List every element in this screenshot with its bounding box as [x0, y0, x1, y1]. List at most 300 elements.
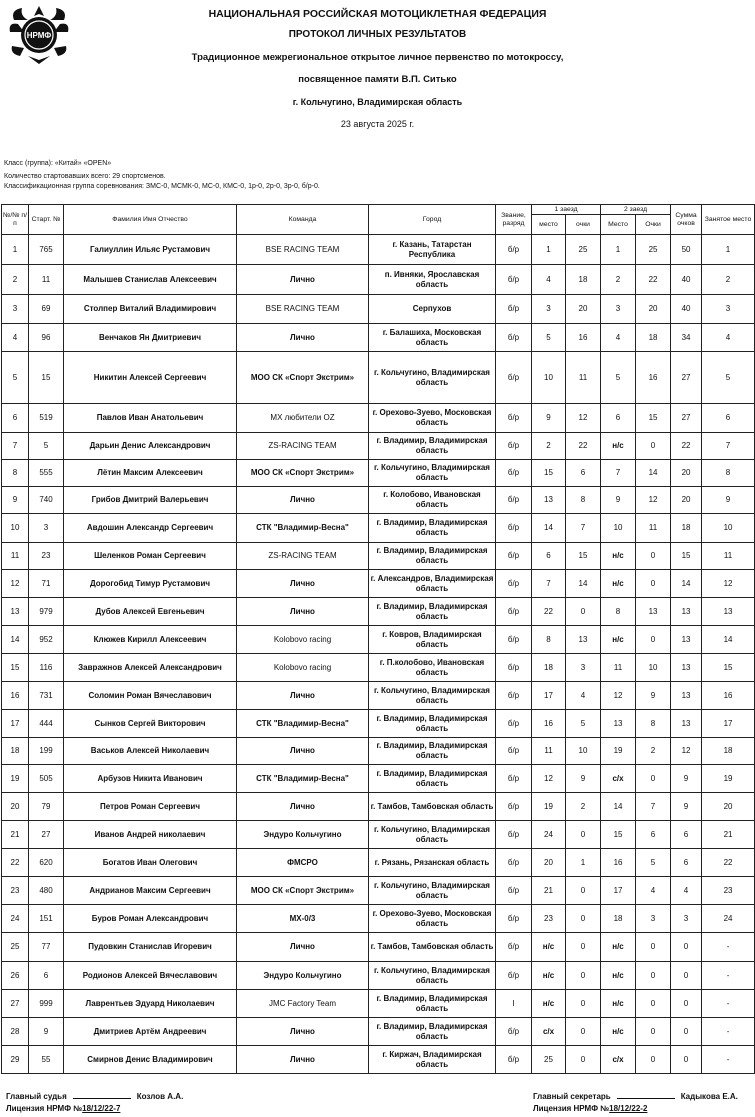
race1-place: 5 — [532, 324, 566, 352]
rider-name: Дмитриев Артём Андреевич — [64, 1018, 237, 1046]
final-place: 11 — [702, 543, 755, 570]
race2-place: 11 — [601, 654, 636, 682]
result-row — [2, 543, 755, 570]
start-number: 999 — [29, 990, 64, 1018]
rider-rank: б/р — [496, 738, 532, 765]
race2-points: 20 — [636, 295, 671, 324]
race2-points: 11 — [636, 514, 671, 543]
rider-city: г. Владимир, Владимирская область — [369, 1018, 496, 1046]
race1-place: 3 — [532, 295, 566, 324]
race2-place: н/с — [601, 990, 636, 1018]
start-number: 79 — [29, 793, 64, 821]
rider-name: Богатов Иван Олегович — [64, 849, 237, 877]
points-sum: 13 — [671, 710, 702, 738]
row-number: 2 — [2, 265, 29, 295]
row-number: 28 — [2, 1018, 29, 1046]
race2-points: 0 — [636, 990, 671, 1018]
rider-name: Завражнов Алексей Александрович — [64, 654, 237, 682]
race1-points: 0 — [566, 962, 601, 990]
points-sum: 20 — [671, 487, 702, 514]
rider-rank: б/р — [496, 570, 532, 598]
rider-rank: б/р — [496, 626, 532, 654]
header-race1-place: место — [532, 215, 566, 235]
team-name: Лично — [237, 793, 369, 821]
result-row — [2, 324, 755, 352]
rider-city: г. Кольчугино, Владимирская область — [369, 821, 496, 849]
race1-place: 6 — [532, 543, 566, 570]
secretary-license-label: Лицензия НРМФ № — [533, 1104, 610, 1113]
race2-place: н/с — [601, 626, 636, 654]
race2-place: 2 — [601, 265, 636, 295]
rider-city: г. Александров, Владимирская область — [369, 570, 496, 598]
team-name: Лично — [237, 598, 369, 626]
class-line: Класс (группа): «Китай» «OPEN» — [4, 160, 112, 167]
race2-place: 14 — [601, 793, 636, 821]
rider-name: Соломин Роман Вячеславович — [64, 682, 237, 710]
rider-name: Дарьин Денис Александрович — [64, 433, 237, 460]
secretary-name: Кадыкова Е.А. — [680, 1092, 738, 1101]
race2-place: 9 — [601, 487, 636, 514]
result-row — [2, 460, 755, 487]
header-race2-place: Место — [601, 215, 636, 235]
rider-city: г. Колобово, Ивановская область — [369, 487, 496, 514]
protocol-title: ПРОТОКОЛ ЛИЧНЫХ РЕЗУЛЬТАТОВ — [288, 29, 467, 40]
team-name: Эндуро Кольчугино — [237, 962, 369, 990]
rider-name: Малышев Станислав Алексеевич — [64, 265, 237, 295]
result-row — [2, 352, 755, 404]
race2-points: 0 — [636, 933, 671, 962]
row-number: 24 — [2, 905, 29, 933]
race1-points: 5 — [566, 710, 601, 738]
rider-rank: б/р — [496, 433, 532, 460]
row-number: 14 — [2, 626, 29, 654]
header-race2-points: Очки — [636, 215, 671, 235]
race2-points: 2 — [636, 738, 671, 765]
race1-place: 16 — [532, 710, 566, 738]
points-sum: 3 — [671, 905, 702, 933]
points-sum: 14 — [671, 570, 702, 598]
rider-city: г. Ковров, Владимирская область — [369, 626, 496, 654]
race2-place: с/х — [601, 765, 636, 793]
rider-rank: б/р — [496, 295, 532, 324]
race2-points: 3 — [636, 905, 671, 933]
points-sum: 4 — [671, 877, 702, 905]
header-city: Город — [369, 205, 496, 235]
rider-rank: б/р — [496, 905, 532, 933]
header-team: Команда — [237, 205, 369, 235]
judge-name: Козлов А.А. — [136, 1092, 184, 1101]
race2-points: 14 — [636, 460, 671, 487]
race1-points: 15 — [566, 543, 601, 570]
rider-rank: б/р — [496, 793, 532, 821]
rider-rank: I — [496, 990, 532, 1018]
row-number: 6 — [2, 404, 29, 433]
start-number: 6 — [29, 962, 64, 990]
row-number: 13 — [2, 598, 29, 626]
row-number: 10 — [2, 514, 29, 543]
rider-city: г. Кольчугино, Владимирская область — [369, 352, 496, 404]
race1-place: 4 — [532, 265, 566, 295]
race2-place: н/с — [601, 1018, 636, 1046]
start-number: 116 — [29, 654, 64, 682]
points-sum: 13 — [671, 654, 702, 682]
race1-points: 14 — [566, 570, 601, 598]
rider-name: Лаврентьев Эдуард Николаевич — [64, 990, 237, 1018]
start-number: 9 — [29, 1018, 64, 1046]
team-name: МОО СК «Спорт Экстрим» — [237, 352, 369, 404]
race2-points: 22 — [636, 265, 671, 295]
header-rank: Звание, разряд — [496, 205, 532, 235]
row-number: 9 — [2, 487, 29, 514]
start-number: 77 — [29, 933, 64, 962]
race2-points: 12 — [636, 487, 671, 514]
secretary-signature-line — [617, 1098, 675, 1099]
race1-points: 0 — [566, 598, 601, 626]
row-number: 25 — [2, 933, 29, 962]
rider-city: г. Киржач, Владимирская область — [369, 1046, 496, 1074]
team-name: Лично — [237, 933, 369, 962]
start-number: 69 — [29, 295, 64, 324]
race1-points: 7 — [566, 514, 601, 543]
points-sum: 0 — [671, 962, 702, 990]
rider-city: Серпухов — [369, 295, 496, 324]
rider-name: Лётин Максим Алексеевич — [64, 460, 237, 487]
points-sum: 6 — [671, 849, 702, 877]
race2-place: 13 — [601, 710, 636, 738]
rider-rank: б/р — [496, 1018, 532, 1046]
start-number: 5 — [29, 433, 64, 460]
race1-points: 0 — [566, 1046, 601, 1074]
final-place: 7 — [702, 433, 755, 460]
row-number: 1 — [2, 235, 29, 265]
rider-rank: б/р — [496, 265, 532, 295]
race2-place: 6 — [601, 404, 636, 433]
race1-place: 10 — [532, 352, 566, 404]
team-name: МОО СК «Спорт Экстрим» — [237, 877, 369, 905]
rider-name: Васьков Алексей Николаевич — [64, 738, 237, 765]
start-number: 11 — [29, 265, 64, 295]
rider-rank: б/р — [496, 460, 532, 487]
rider-city: г. Владимир, Владимирская область — [369, 738, 496, 765]
race2-place: н/с — [601, 570, 636, 598]
rider-name: Андрианов Максим Сергеевич — [64, 877, 237, 905]
final-place: 4 — [702, 324, 755, 352]
race1-points: 11 — [566, 352, 601, 404]
rider-city: г. П.колобово, Ивановская область — [369, 654, 496, 682]
rider-rank: б/р — [496, 962, 532, 990]
final-place: - — [702, 990, 755, 1018]
rider-name: Буров Роман Александрович — [64, 905, 237, 933]
points-sum: 40 — [671, 295, 702, 324]
start-number: 55 — [29, 1046, 64, 1074]
team-name: ФМСРО — [237, 849, 369, 877]
rider-rank: б/р — [496, 877, 532, 905]
rider-name: Грибов Дмитрий Валерьевич — [64, 487, 237, 514]
race2-points: 7 — [636, 793, 671, 821]
rider-rank: б/р — [496, 654, 532, 682]
event-title-line1: Традиционное межрегиональное открытое личное первенство по мотокроссу, — [191, 52, 564, 63]
rider-name: Смирнов Денис Владимирович — [64, 1046, 237, 1074]
row-number: 16 — [2, 682, 29, 710]
points-sum: 0 — [671, 1046, 702, 1074]
race2-place: н/с — [601, 543, 636, 570]
race1-points: 16 — [566, 324, 601, 352]
final-place: 13 — [702, 598, 755, 626]
team-name: Лично — [237, 487, 369, 514]
event-date: 23 августа 2025 г. — [340, 119, 415, 129]
race2-place: 10 — [601, 514, 636, 543]
start-number: 731 — [29, 682, 64, 710]
rider-name: Сынков Сергей Викторович — [64, 710, 237, 738]
race1-place: н/с — [532, 933, 566, 962]
team-name: СТК "Владимир-Весна" — [237, 514, 369, 543]
team-name: СТК "Владимир-Весна" — [237, 765, 369, 793]
race2-place: 7 — [601, 460, 636, 487]
rider-rank: б/р — [496, 514, 532, 543]
final-place: 9 — [702, 487, 755, 514]
team-name: МОО СК «Спорт Экстрим» — [237, 460, 369, 487]
race2-points: 6 — [636, 821, 671, 849]
row-number: 18 — [2, 738, 29, 765]
team-name: ZS-RACING TEAM — [237, 433, 369, 460]
race1-points: 2 — [566, 793, 601, 821]
points-sum: 6 — [671, 821, 702, 849]
rider-rank: б/р — [496, 404, 532, 433]
rider-rank: б/р — [496, 543, 532, 570]
team-name: Лично — [237, 1018, 369, 1046]
final-place: - — [702, 1046, 755, 1074]
result-row — [2, 765, 755, 793]
final-place: 12 — [702, 570, 755, 598]
race2-points: 16 — [636, 352, 671, 404]
final-place: - — [702, 1018, 755, 1046]
start-number: 96 — [29, 324, 64, 352]
rider-rank: б/р — [496, 1046, 532, 1074]
team-name: Лично — [237, 265, 369, 295]
team-name: СТК "Владимир-Весна" — [237, 710, 369, 738]
race1-points: 3 — [566, 654, 601, 682]
race2-points: 0 — [636, 543, 671, 570]
race2-place: 4 — [601, 324, 636, 352]
result-row — [2, 1046, 755, 1074]
race1-place: 9 — [532, 404, 566, 433]
result-row — [2, 877, 755, 905]
race1-points: 0 — [566, 877, 601, 905]
race2-place: 5 — [601, 352, 636, 404]
rider-name: Павлов Иван Анатольевич — [64, 404, 237, 433]
judge-license-label: Лицензия НРМФ № — [6, 1104, 83, 1113]
row-number: 15 — [2, 654, 29, 682]
rider-name: Дорогобид Тимур Рустамович — [64, 570, 237, 598]
rider-city: г. Рязань, Рязанская область — [369, 849, 496, 877]
race2-points: 15 — [636, 404, 671, 433]
start-number: 952 — [29, 626, 64, 654]
rider-name: Иванов Андрей николаевич — [64, 821, 237, 849]
race1-place: 15 — [532, 460, 566, 487]
race2-points: 13 — [636, 598, 671, 626]
result-row — [2, 404, 755, 433]
race2-points: 0 — [636, 1046, 671, 1074]
team-name: BSE RACING TEAM — [237, 235, 369, 265]
result-row — [2, 682, 755, 710]
rider-name: Никитин Алексей Сергеевич — [64, 352, 237, 404]
result-row — [2, 821, 755, 849]
logo-lettering: НРМФ — [26, 31, 52, 40]
race2-points: 0 — [636, 962, 671, 990]
race2-place: 12 — [601, 682, 636, 710]
rider-city: г. Кольчугино, Владимирская область — [369, 877, 496, 905]
final-place: 1 — [702, 235, 755, 265]
team-name: BSE RACING TEAM — [237, 295, 369, 324]
result-row — [2, 295, 755, 324]
rider-city: г. Владимир, Владимирская область — [369, 598, 496, 626]
race2-place: 15 — [601, 821, 636, 849]
race2-points: 0 — [636, 1018, 671, 1046]
result-row — [2, 1018, 755, 1046]
race2-place: 3 — [601, 295, 636, 324]
team-name: Kolobovo racing — [237, 626, 369, 654]
start-number: 23 — [29, 543, 64, 570]
final-place: 20 — [702, 793, 755, 821]
result-row — [2, 265, 755, 295]
row-number: 3 — [2, 295, 29, 324]
race2-place: н/с — [601, 433, 636, 460]
start-number: 555 — [29, 460, 64, 487]
final-place: - — [702, 962, 755, 990]
start-number: 505 — [29, 765, 64, 793]
race1-place: с/х — [532, 1018, 566, 1046]
row-number: 23 — [2, 877, 29, 905]
race2-points: 0 — [636, 433, 671, 460]
race1-points: 0 — [566, 1018, 601, 1046]
rider-name: Дубов Алексей Евгеньевич — [64, 598, 237, 626]
race2-points: 10 — [636, 654, 671, 682]
race1-points: 25 — [566, 235, 601, 265]
race2-points: 4 — [636, 877, 671, 905]
result-row — [2, 433, 755, 460]
race1-points: 13 — [566, 626, 601, 654]
header-no: №/№ п/п — [2, 205, 29, 235]
final-place: 23 — [702, 877, 755, 905]
start-number: 27 — [29, 821, 64, 849]
race1-place: 23 — [532, 905, 566, 933]
points-sum: 40 — [671, 265, 702, 295]
race1-place: 22 — [532, 598, 566, 626]
race1-place: н/с — [532, 990, 566, 1018]
rider-city: г. Владимир, Владимирская область — [369, 710, 496, 738]
header-race2: 2 заезд — [601, 205, 671, 215]
result-row — [2, 235, 755, 265]
final-place: 6 — [702, 404, 755, 433]
rider-rank: б/р — [496, 821, 532, 849]
rider-rank: б/р — [496, 682, 532, 710]
race1-points: 4 — [566, 682, 601, 710]
points-sum: 27 — [671, 404, 702, 433]
row-number: 21 — [2, 821, 29, 849]
rider-city: г. Орехово-Зуево, Московская область — [369, 905, 496, 933]
race1-points: 0 — [566, 933, 601, 962]
race1-points: 12 — [566, 404, 601, 433]
rider-city: г. Балашиха, Московская область — [369, 324, 496, 352]
points-sum: 12 — [671, 738, 702, 765]
race2-place: н/с — [601, 962, 636, 990]
result-row — [2, 962, 755, 990]
start-number: 519 — [29, 404, 64, 433]
rider-city: г. Владимир, Владимирская область — [369, 514, 496, 543]
final-place: 14 — [702, 626, 755, 654]
team-name: Лично — [237, 1046, 369, 1074]
race1-points: 20 — [566, 295, 601, 324]
final-place: 22 — [702, 849, 755, 877]
race2-place: с/х — [601, 1046, 636, 1074]
race2-points: 0 — [636, 765, 671, 793]
start-number: 3 — [29, 514, 64, 543]
result-row — [2, 933, 755, 962]
race1-place: 18 — [532, 654, 566, 682]
final-place: 10 — [702, 514, 755, 543]
start-number: 765 — [29, 235, 64, 265]
secretary-block — [533, 1091, 738, 1115]
race1-place: 21 — [532, 877, 566, 905]
secretary-label: Главный секретарь — [533, 1092, 611, 1101]
header-start-number: Старт. № — [29, 205, 64, 235]
start-number: 444 — [29, 710, 64, 738]
result-row — [2, 905, 755, 933]
team-name: Лично — [237, 738, 369, 765]
rider-rank: б/р — [496, 235, 532, 265]
result-row — [2, 514, 755, 543]
rider-rank: б/р — [496, 710, 532, 738]
points-sum: 20 — [671, 460, 702, 487]
results-body — [2, 235, 755, 1074]
federation-title: НАЦИОНАЛЬНАЯ РОССИЙСКАЯ МОТОЦИКЛЕТНАЯ ФЕДЕРАЦИЯ — [208, 8, 547, 20]
row-number: 7 — [2, 433, 29, 460]
header-points-sum: Сумма очков — [671, 205, 702, 235]
result-row — [2, 849, 755, 877]
final-place: 24 — [702, 905, 755, 933]
race1-points: 22 — [566, 433, 601, 460]
team-name: Лично — [237, 324, 369, 352]
points-sum: 27 — [671, 352, 702, 404]
race1-place: 24 — [532, 821, 566, 849]
header-race1: 1 заезд — [532, 205, 601, 215]
race1-place: 14 — [532, 514, 566, 543]
rider-name: Столпер Виталий Владимирович — [64, 295, 237, 324]
points-sum: 0 — [671, 990, 702, 1018]
race1-points: 0 — [566, 990, 601, 1018]
race2-place: н/с — [601, 933, 636, 962]
race1-place: 25 — [532, 1046, 566, 1074]
header-race1-points: очки — [566, 215, 601, 235]
final-place: 19 — [702, 765, 755, 793]
rider-name: Клюжев Кирилл Алексеевич — [64, 626, 237, 654]
race2-place: 18 — [601, 905, 636, 933]
final-place: 2 — [702, 265, 755, 295]
final-place: 16 — [702, 682, 755, 710]
final-place: 18 — [702, 738, 755, 765]
race1-points: 10 — [566, 738, 601, 765]
qualification-line: Классификационная группа соревнования: ЗМС-0, МСМК-0, МС-0, КМС-0, 1р-0, 2р-0, 3р-0, б/р-0. — [4, 183, 320, 190]
row-number: 19 — [2, 765, 29, 793]
points-sum: 15 — [671, 543, 702, 570]
rider-name: Родионов Алексей Вячеславович — [64, 962, 237, 990]
result-row — [2, 626, 755, 654]
race2-place: 16 — [601, 849, 636, 877]
race1-points: 8 — [566, 487, 601, 514]
judge-license: 18/12/22-7 — [82, 1104, 121, 1113]
rider-rank: б/р — [496, 933, 532, 962]
race2-points: 9 — [636, 682, 671, 710]
